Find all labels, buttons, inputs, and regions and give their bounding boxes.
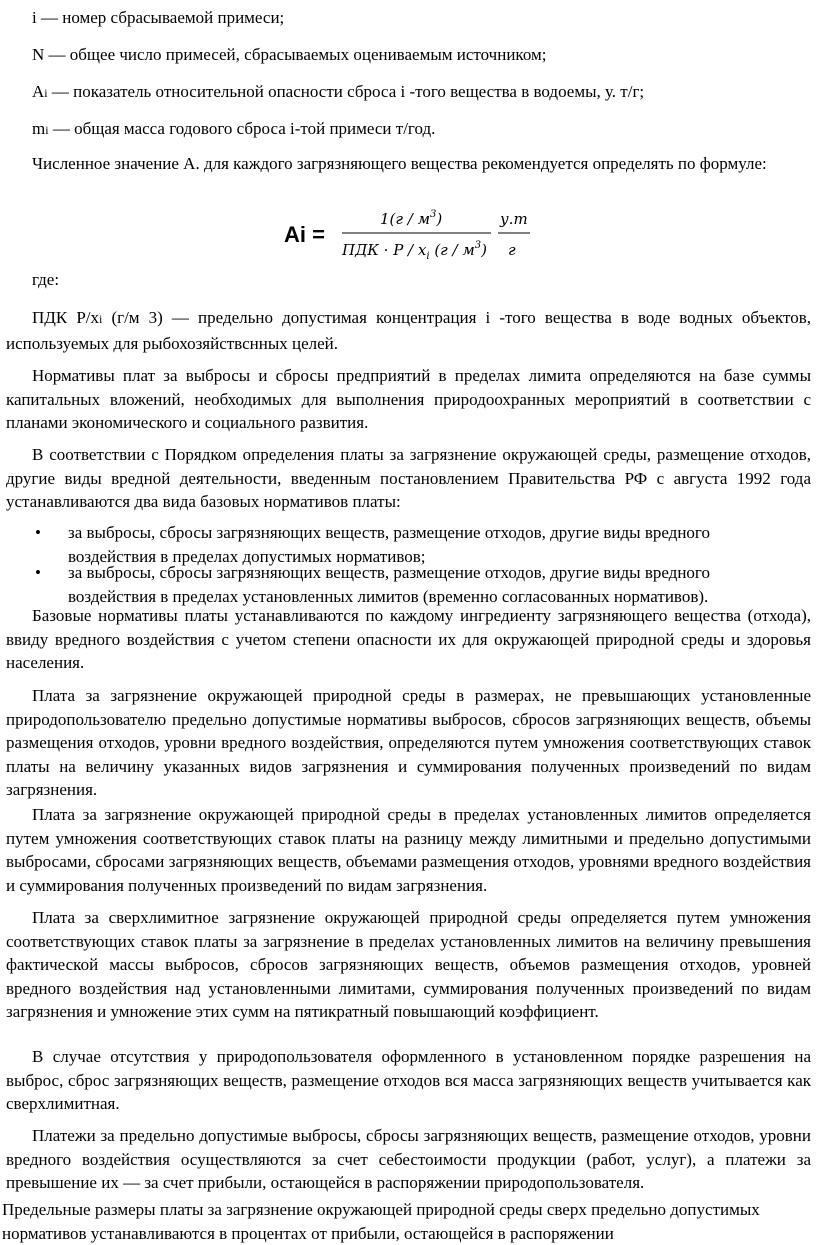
formula-unit-top: у.т <box>500 210 528 228</box>
definition-ai-text: — показатель относительной опасности сброса i -того вещества в водоемы, у. т/г; <box>47 82 645 101</box>
paragraph-payment-sources: Платежи за предельно допустимые выбросы, сбросы загрязняющих веществ, размещение отходов, уровни вредного воздействия осуществляются за счет себестоимости продукции (работ, услуг), а платежи за превышение их — за счет прибыли, остающейся в распоряжении природопользователя. <box>6 1126 811 1192</box>
bullet-line: за выбросы, сбросы загрязняющих веществ, размещение отходов, другие виды вредного <box>68 523 710 542</box>
pdk-symbol: ПДК Р/х <box>32 308 99 327</box>
definition-mi <box>6 117 811 143</box>
symbol-i: i <box>32 8 37 27</box>
bullet-line-cont: воздействия в пределах допустимых нормативов; <box>68 546 426 566</box>
bullet-item <box>6 561 811 608</box>
pdk-definition-text: (г/м 3) — предельно допустимая концентрация i -того вещества в воде водных объектов, используемых для рыбохозяйствснных целей. <box>6 308 811 353</box>
bullet-line: за выбросы, сбросы загрязняющих веществ, размещение отходов, другие виды вредного <box>68 563 710 582</box>
definition-n <box>6 43 811 67</box>
paragraph-base-norms: Базовые нормативы платы устанавливаются по каждому ингредиенту загрязняющего вещества (отхода), ввиду вредного воздействия с учетом степени опасности их для окружающей природной среды и здоровья населения. <box>6 606 811 672</box>
formula-svg <box>284 200 544 270</box>
definition-i-text: — номер сбрасываемой примеси; <box>36 8 285 27</box>
paragraph-norms: Нормативы плат за выбросы и сбросы предприятий в пределах лимита определяются на базе суммы капитальных вложений, необходимых для выполнения природоохранных мероприятий в соответствии с планами экономического и социального развития. <box>6 366 811 432</box>
definition-i <box>6 6 811 30</box>
formula-denominator: ПДК · Р / $x_i$ $(г / м^3)$ <box>342 240 488 262</box>
pdk-subscript: i <box>99 312 103 326</box>
paragraph-over-limit-payment: Плата за сверхлимитное загрязнение окружающей природной среды определяется путем умножения соответствующих ставок платы за загрязнение в пределах установленных лимитов на величину превышения фактической массы выбросов, сбросов загрязняющих веществ, объемов размещения отходов, уровней вредного воздействия над установленными лимитами, суммирования полученных произведений по видам загрязнения и умножение этих сумм на пятикратный повышающий коэффициент. <box>6 908 811 1021</box>
paragraph-pdv-payment: Плата за загрязнение окружающей природной среды в размерах, не превышающих установленные природопользователю предельно допустимые нормативы выбросов, сбросов загрязняющих веществ, объемы размещения отходов, уровни вредного воздействия, определяются путем умножения соответствующих ставок платы на величину указанных видов загрязнения и суммирования полученных произведений по видам загрязнения. <box>6 686 811 799</box>
paragraph-limits: Предельные размеры платы за загрязнение окружающей природной среды сверх предельно допустимых нормативов устанавливаются в процентах от прибыли, остающейся в распоряжении <box>2 1200 760 1243</box>
paragraph-limit-payment: Плата за загрязнение окружающей природной среды в пределах установленных лимитов определяется путем умножения соответствующих ставок платы на разницу между лимитными и предельно допустимыми выбросами, сбросами загрязняющих веществ, объемами размещения отходов, уровнями вредного воздействия и суммирования полученных произведений по видам загрязнения. <box>6 805 811 895</box>
definition-mi-text: — общая масса годового сброса i-той примеси т/год. <box>48 119 436 138</box>
bullet-dot: • <box>35 523 41 542</box>
symbol-n: N <box>32 45 45 64</box>
where-label: где: <box>32 270 60 289</box>
symbol-m: m <box>32 119 46 138</box>
formula-numerator: $1(г / м^3)$ <box>380 209 443 228</box>
paragraph-no-permit: В случае отсутствия у природопользователя оформленного в установленном порядке разрешения на выброс, сброс загрязняющих веществ, размещение отходов вся масса загрязняющих веществ учитывается как сверхлимитная. <box>6 1047 811 1113</box>
symbol-m-subscript: i <box>45 123 49 137</box>
paragraph-procedure: В соответствии с Порядком определения платы за загрязнение окружающей среды, размещение отходов, другие виды вредной деятельности, введенным постановлением Правительства РФ с августа 1992 года устанавливаются два вида базовых нормативов платы: <box>6 445 811 511</box>
bullet-line-cont: воздействия в пределах установленных лимитов (временно согласованных нормативов). <box>68 586 709 606</box>
formula-ai <box>284 200 544 270</box>
definition-ai <box>6 80 811 106</box>
symbol-a: A <box>32 82 45 101</box>
formula-intro-paragraph: Численное значение А. для каждого загрязняющего вещества рекомендуется определять по формуле: <box>32 154 767 173</box>
formula-lhs: Ai = <box>284 222 325 247</box>
formula-unit-bottom: г <box>508 241 516 259</box>
symbol-a-subscript: i <box>44 86 48 100</box>
bullet-dot: • <box>35 563 41 582</box>
definition-n-text: — общее число примесей, сбрасываемых оцениваемым источником; <box>44 45 547 64</box>
pdk-definition <box>6 306 811 355</box>
